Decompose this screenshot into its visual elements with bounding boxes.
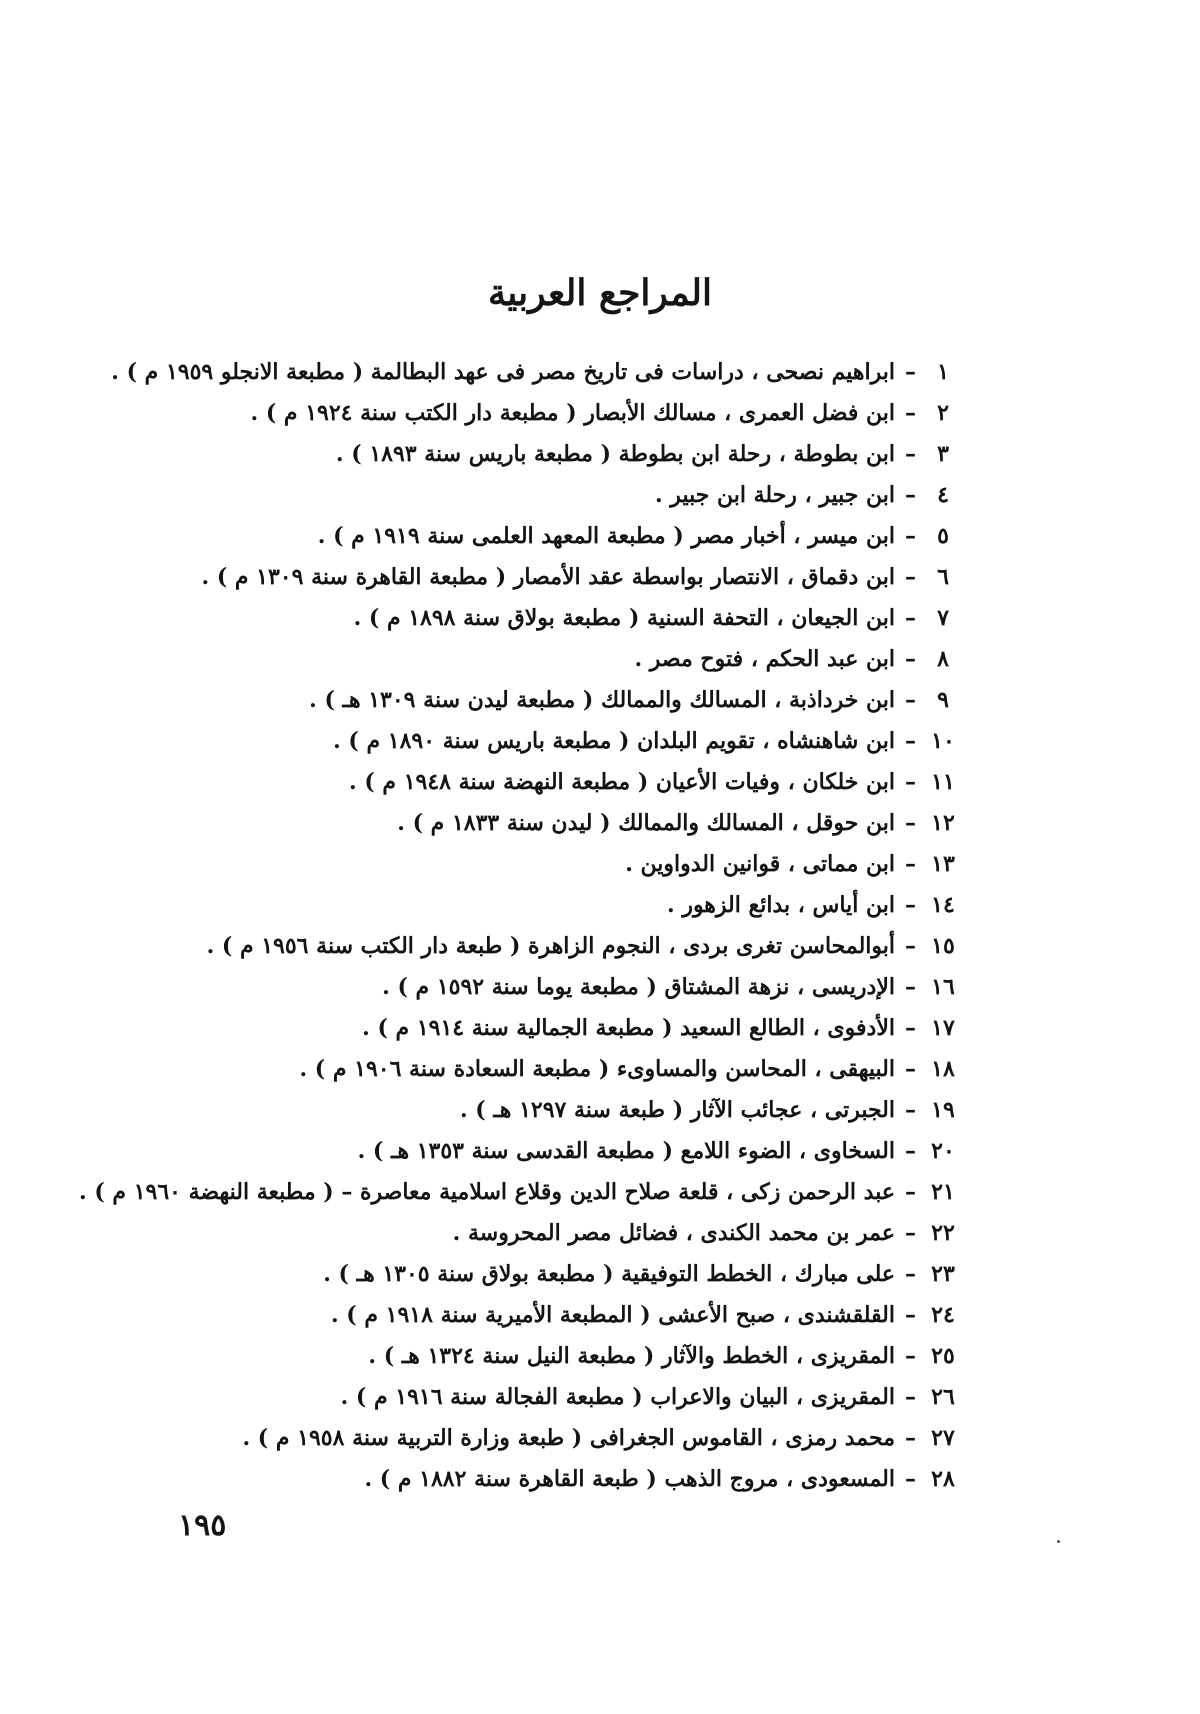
ref-dash: – (905, 1097, 916, 1123)
ref-number: ١٣ (931, 851, 955, 877)
list-item (80, 1172, 960, 1213)
list-item (80, 393, 960, 434)
list-item (80, 762, 960, 803)
ref-text: على مبارك ، الخطط التوفيقية ( مطبعة بولاق سنة ١٣٠٥ هـ ) . (323, 1261, 895, 1287)
scan-speck (1057, 1540, 1060, 1543)
ref-text: المقريزى ، الخطط والآثار ( مطبعة النيل سنة ١٣٢٤ هـ ) . (368, 1343, 895, 1369)
ref-number: ٦ (937, 564, 949, 590)
ref-text: ابراهيم نصحى ، دراسات فى تاريخ مصر فى عهد البطالمة ( مطبعة الانجلو ١٩٥٩ م ) . (111, 359, 895, 385)
list-item (80, 475, 960, 516)
ref-dash: – (905, 728, 916, 754)
ref-dash: – (905, 1056, 916, 1082)
ref-number: ٢٠ (931, 1138, 955, 1164)
ref-text: ابن دقماق ، الانتصار بواسطة عقد الأمصار ( مطبعة القاهرة سنة ١٣٠٩ م ) . (201, 564, 895, 590)
ref-dash: – (905, 1015, 916, 1041)
list-item (80, 1459, 960, 1500)
ref-dash: – (905, 1343, 916, 1369)
list-item (80, 721, 960, 762)
ref-number: ١٥ (931, 933, 955, 959)
ref-dash: – (905, 1261, 916, 1287)
list-item (80, 926, 960, 967)
ref-text: ابن جبير ، رحلة ابن جبير . (654, 482, 895, 508)
list-item (80, 598, 960, 639)
ref-dash: – (905, 687, 916, 713)
list-item (80, 1090, 960, 1131)
ref-text: ابن حوقل ، المسالك والممالك ( ليدن سنة ١٨٣٣ م ) . (397, 810, 895, 836)
ref-number: ٩ (937, 687, 949, 713)
references-list (80, 352, 960, 1500)
list-item (80, 1336, 960, 1377)
ref-text: ابن عبد الحكم ، فتوح مصر . (634, 646, 895, 672)
ref-dash: – (905, 974, 916, 1000)
ref-number: ١٧ (931, 1015, 955, 1041)
ref-number: ٢١ (931, 1179, 955, 1205)
list-item (80, 1418, 960, 1459)
list-item (80, 680, 960, 721)
ref-number: ٢٨ (931, 1466, 955, 1492)
list-item (80, 1254, 960, 1295)
ref-text: ابن خلكان ، وفيات الأعيان ( مطبعة النهضة سنة ١٩٤٨ م ) . (349, 769, 895, 795)
ref-text: أبوالمحاسن تغرى بردى ، النجوم الزاهرة ( طبعة دار الكتب سنة ١٩٥٦ م ) . (206, 933, 895, 959)
ref-number: ٢٤ (931, 1302, 955, 1328)
list-item (80, 1213, 960, 1254)
ref-text: ابن فضل العمرى ، مسالك الأبصار ( مطبعة دار الكتب سنة ١٩٢٤ م ) . (250, 400, 895, 426)
ref-text: ابن شاهنشاه ، تقويم البلدان ( مطبعة باريس سنة ١٨٩٠ م ) . (333, 728, 895, 754)
ref-dash: – (905, 1384, 916, 1410)
ref-text: ابن بطوطة ، رحلة ابن بطوطة ( مطبعة باريس سنة ١٨٩٣ ) . (335, 441, 895, 467)
ref-number: ١٢ (931, 810, 955, 836)
page-number: ١٩٥ (178, 1508, 227, 1543)
ref-number: ٢٣ (931, 1261, 955, 1287)
ref-dash: – (905, 359, 916, 385)
ref-text: الأدفوى ، الطالع السعيد ( مطبعة الجمالية سنة ١٩١٤ م ) . (362, 1015, 895, 1041)
ref-text: المسعودى ، مروج الذهب ( طبعة القاهرة سنة ١٨٨٢ م ) . (364, 1466, 895, 1492)
list-item (80, 1008, 960, 1049)
list-item (80, 1377, 960, 1418)
ref-number: ١٦ (931, 974, 955, 1000)
ref-number: ٢٦ (931, 1384, 955, 1410)
ref-text: ابن ميسر ، أخبار مصر ( مطبعة المعهد العلمى سنة ١٩١٩ م ) . (317, 523, 895, 549)
ref-dash: – (905, 851, 916, 877)
ref-number: ١١ (931, 769, 955, 795)
ref-dash: – (905, 892, 916, 918)
ref-dash: – (905, 1179, 916, 1205)
list-item (80, 1295, 960, 1336)
ref-dash: – (905, 769, 916, 795)
ref-text: ابن خرداذبة ، المسالك والممالك ( مطبعة ليدن سنة ١٣٠٩ هـ ) . (309, 687, 895, 713)
ref-number: ١٤ (931, 892, 955, 918)
list-item (80, 1049, 960, 1090)
list-item (80, 967, 960, 1008)
ref-text: عبد الرحمن زكى ، قلعة صلاح الدين وقلاع اسلامية معاصرة – ( مطبعة النهضة ١٩٦٠ م ) . (79, 1179, 895, 1205)
ref-number: ٢٧ (931, 1425, 955, 1451)
ref-dash: – (905, 482, 916, 508)
ref-dash: – (905, 1466, 916, 1492)
ref-number: ٢٢ (931, 1220, 955, 1246)
list-item (80, 434, 960, 475)
ref-number: ٤ (937, 482, 949, 508)
ref-number: ١٩ (931, 1097, 955, 1123)
ref-number: ١ (937, 359, 949, 385)
ref-dash: – (905, 1425, 916, 1451)
list-item (80, 844, 960, 885)
page-title: المراجع العربية (488, 272, 712, 314)
list-item (80, 639, 960, 680)
ref-text: القلقشندى ، صبح الأعشى ( المطبعة الأميرية سنة ١٩١٨ م ) . (330, 1302, 895, 1328)
list-item (80, 1131, 960, 1172)
ref-number: ٢٥ (931, 1343, 955, 1369)
ref-text: محمد رمزى ، القاموس الجغرافى ( طبعة وزارة التربية سنة ١٩٥٨ م ) . (242, 1425, 895, 1451)
ref-number: ٧ (937, 605, 949, 631)
ref-text: البيهقى ، المحاسن والمساوىء ( مطبعة السعادة سنة ١٩٠٦ م ) . (299, 1056, 895, 1082)
list-item (80, 352, 960, 393)
ref-number: ٢ (937, 400, 949, 426)
list-item (80, 516, 960, 557)
ref-dash: – (905, 933, 916, 959)
ref-dash: – (905, 646, 916, 672)
ref-number: ٣ (937, 441, 949, 467)
list-item (80, 885, 960, 926)
ref-text: المقريزى ، البيان والاعراب ( مطبعة الفجالة سنة ١٩١٦ م ) . (340, 1384, 895, 1410)
ref-text: ابن أياس ، بدائع الزهور . (667, 892, 895, 918)
ref-text: الجبرتى ، عجائب الآثار ( طبعة سنة ١٢٩٧ هـ ) . (459, 1097, 895, 1123)
ref-text: ابن مماتى ، قوانين الدواوين . (625, 851, 895, 877)
ref-text: الإدريسى ، نزهة المشتاق ( مطبعة يوما سنة ١٥٩٢ م ) . (382, 974, 895, 1000)
list-item (80, 803, 960, 844)
ref-dash: – (905, 523, 916, 549)
ref-text: ابن الجيعان ، التحفة السنية ( مطبعة بولاق سنة ١٨٩٨ م ) . (353, 605, 895, 631)
list-item (80, 557, 960, 598)
ref-dash: – (905, 1138, 916, 1164)
ref-dash: – (905, 400, 916, 426)
ref-dash: – (905, 1220, 916, 1246)
ref-dash: – (905, 564, 916, 590)
ref-dash: – (905, 441, 916, 467)
ref-dash: – (905, 605, 916, 631)
ref-dash: – (905, 810, 916, 836)
ref-dash: – (905, 1302, 916, 1328)
ref-number: ١٨ (931, 1056, 955, 1082)
ref-number: ٨ (937, 646, 949, 672)
ref-text: السخاوى ، الضوء اللامع ( مطبعة القدسى سنة ١٣٥٣ هـ ) . (357, 1138, 895, 1164)
ref-number: ١٠ (931, 728, 955, 754)
ref-number: ٥ (937, 523, 949, 549)
ref-text: عمر بن محمد الكندى ، فضائل مصر المحروسة . (452, 1220, 895, 1246)
